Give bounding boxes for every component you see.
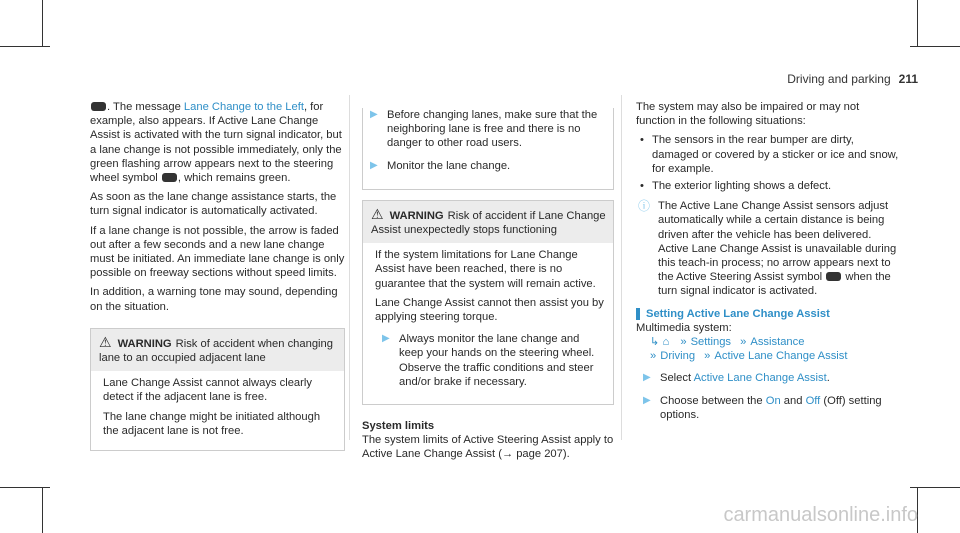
- crop-mark: [42, 488, 43, 533]
- paragraph: In addition, a warning tone may sound, depending on the situation.: [90, 286, 338, 313]
- action-arrow-icon: ▶: [643, 372, 651, 384]
- crop-mark: [910, 487, 960, 488]
- crop-mark: [0, 46, 50, 47]
- menu-path: [636, 349, 900, 363]
- text: The Active Lane Change Assist sensors adjust automatically while a certain distance is being driven after the vehicle has been delivered. Active Lane Change Assist is unavailable during this teach-in process; no arrow appears next to the Active Steering Assist symbol: [658, 200, 897, 284]
- option-off: Off: [805, 394, 821, 407]
- bullet-item: • The exterior lighting shows a defect.: [636, 179, 900, 193]
- info-note: [636, 199, 900, 298]
- steering-assist-icon: [826, 272, 841, 281]
- warning-box-continued: [362, 108, 614, 190]
- page-header: [787, 72, 918, 86]
- warning-box: [362, 200, 614, 405]
- path-start-icon: ↳: [650, 336, 660, 349]
- crop-mark: [917, 0, 918, 47]
- display-message: Lane Change to the Left: [183, 101, 304, 113]
- column-divider: [621, 95, 622, 440]
- action-step: [363, 108, 607, 151]
- action-step: [636, 371, 900, 385]
- column-3: [636, 100, 900, 430]
- option-on: On: [765, 394, 781, 407]
- warning-header: [363, 201, 613, 243]
- menu-item: Assistance: [750, 336, 805, 349]
- crop-mark: [0, 487, 50, 488]
- paragraph: The system may also be impaired or may not function in the following situations:: [636, 101, 860, 128]
- action-step: [363, 159, 607, 173]
- menu-item: Active Lane Change Assist: [693, 372, 827, 385]
- warning-triangle-icon: ⚠: [99, 333, 112, 350]
- text: Select: [660, 372, 694, 385]
- action-step: [636, 394, 900, 422]
- action-arrow-icon: ▶: [382, 333, 390, 345]
- warning-title: WARNING: [389, 209, 444, 222]
- paragraph: Lane Change Assist cannot always clearly detect if the adjacent lane is free.: [103, 377, 312, 404]
- menu-item: Driving: [660, 350, 696, 363]
- action-arrow-icon: ▶: [370, 109, 378, 120]
- text: .: [826, 372, 830, 385]
- paragraph: As soon as the lane change assistance starts, the turn signal indicator is automatically activated.: [90, 191, 337, 218]
- paragraph: The lane change might be initiated although the adjacent lane is not free.: [103, 410, 321, 437]
- paragraph: Lane Change Assist cannot then assist you by applying steering torque.: [375, 296, 604, 324]
- column-1: [90, 100, 345, 451]
- steering-assist-icon: [162, 173, 177, 182]
- menu-item: Settings: [690, 336, 732, 349]
- section-title: System limits: [362, 420, 435, 433]
- crop-mark: [42, 0, 43, 47]
- warning-triangle-icon: ⚠: [371, 205, 384, 222]
- info-icon: ⓘ: [638, 199, 651, 214]
- home-icon: ⌂: [662, 336, 670, 349]
- text: and: [780, 394, 806, 407]
- warning-body: [91, 371, 344, 450]
- page-number: 211: [898, 72, 918, 86]
- text: , for example, also appears. If Active Lane Change Assist is activated with the turn signal indicator, but a lane change is not possible immediately, only the green flashing arrow appears next to the steering wheel symbol: [90, 101, 342, 185]
- chevron-icon: »: [740, 336, 747, 349]
- menu-item: Active Lane Change Assist: [714, 350, 848, 363]
- text: Monitor the lane change.: [387, 159, 511, 172]
- column-2: [362, 100, 614, 462]
- section-title: Driving and parking: [787, 72, 891, 86]
- warning-text: Risk of accident if Lane Change Assist unexpectedly stops functioning: [371, 209, 606, 237]
- section-heading: Setting Active Lane Change Assist: [636, 307, 900, 321]
- warning-box: [90, 328, 345, 451]
- crop-mark: [910, 46, 960, 47]
- paragraph: The system limits of Active Steering Assist apply to Active Lane Change Assist (→ page 207).: [362, 434, 614, 461]
- bullet-item: • The sensors in the rear bumper are dirty, damaged or covered by a sticker or ice and snow, for example.: [636, 133, 900, 176]
- chevron-icon: »: [650, 350, 657, 363]
- warning-body: [363, 243, 613, 404]
- action-arrow-icon: ▶: [643, 394, 651, 406]
- warning-title: WARNING: [117, 337, 172, 350]
- warning-header: [91, 329, 344, 371]
- warning-text: Risk of accident when changing lane to an occupied adjacent lane: [99, 337, 333, 365]
- column-divider: [349, 95, 350, 440]
- paragraph: Multimedia system:: [636, 321, 732, 334]
- text: when the turn signal indicator is activated.: [658, 271, 891, 298]
- chevron-icon: »: [680, 336, 687, 349]
- watermark: carmanualsonline.info: [723, 504, 918, 526]
- text: Always monitor the lane change and keep your hands on the steering wheel. Observe the traffic conditions and steer and/or brake if necessary.: [399, 333, 595, 388]
- action-step: [375, 332, 605, 389]
- menu-path: [636, 335, 900, 349]
- steering-assist-icon: [91, 102, 106, 111]
- text: , which remains green.: [177, 172, 291, 185]
- text: Choose between the: [660, 394, 766, 407]
- text: Before changing lanes, make sure that the neighboring lane is free and there is no danger to other road users.: [387, 109, 598, 150]
- paragraph: If the system limitations for Lane Change Assist have been reached, there is no guarantee that the system will remain active.: [375, 249, 596, 290]
- paragraph: [90, 100, 345, 185]
- text: . The message: [107, 101, 184, 113]
- paragraph: If a lane change is not possible, the arrow is faded out after a few seconds and a new lane change must be initiated. An immediate lane change is only possible on freeway sections without speed limits.: [90, 224, 345, 280]
- action-arrow-icon: ▶: [370, 159, 378, 171]
- chevron-icon: »: [704, 350, 711, 363]
- text: (Off) setting options.: [660, 394, 882, 421]
